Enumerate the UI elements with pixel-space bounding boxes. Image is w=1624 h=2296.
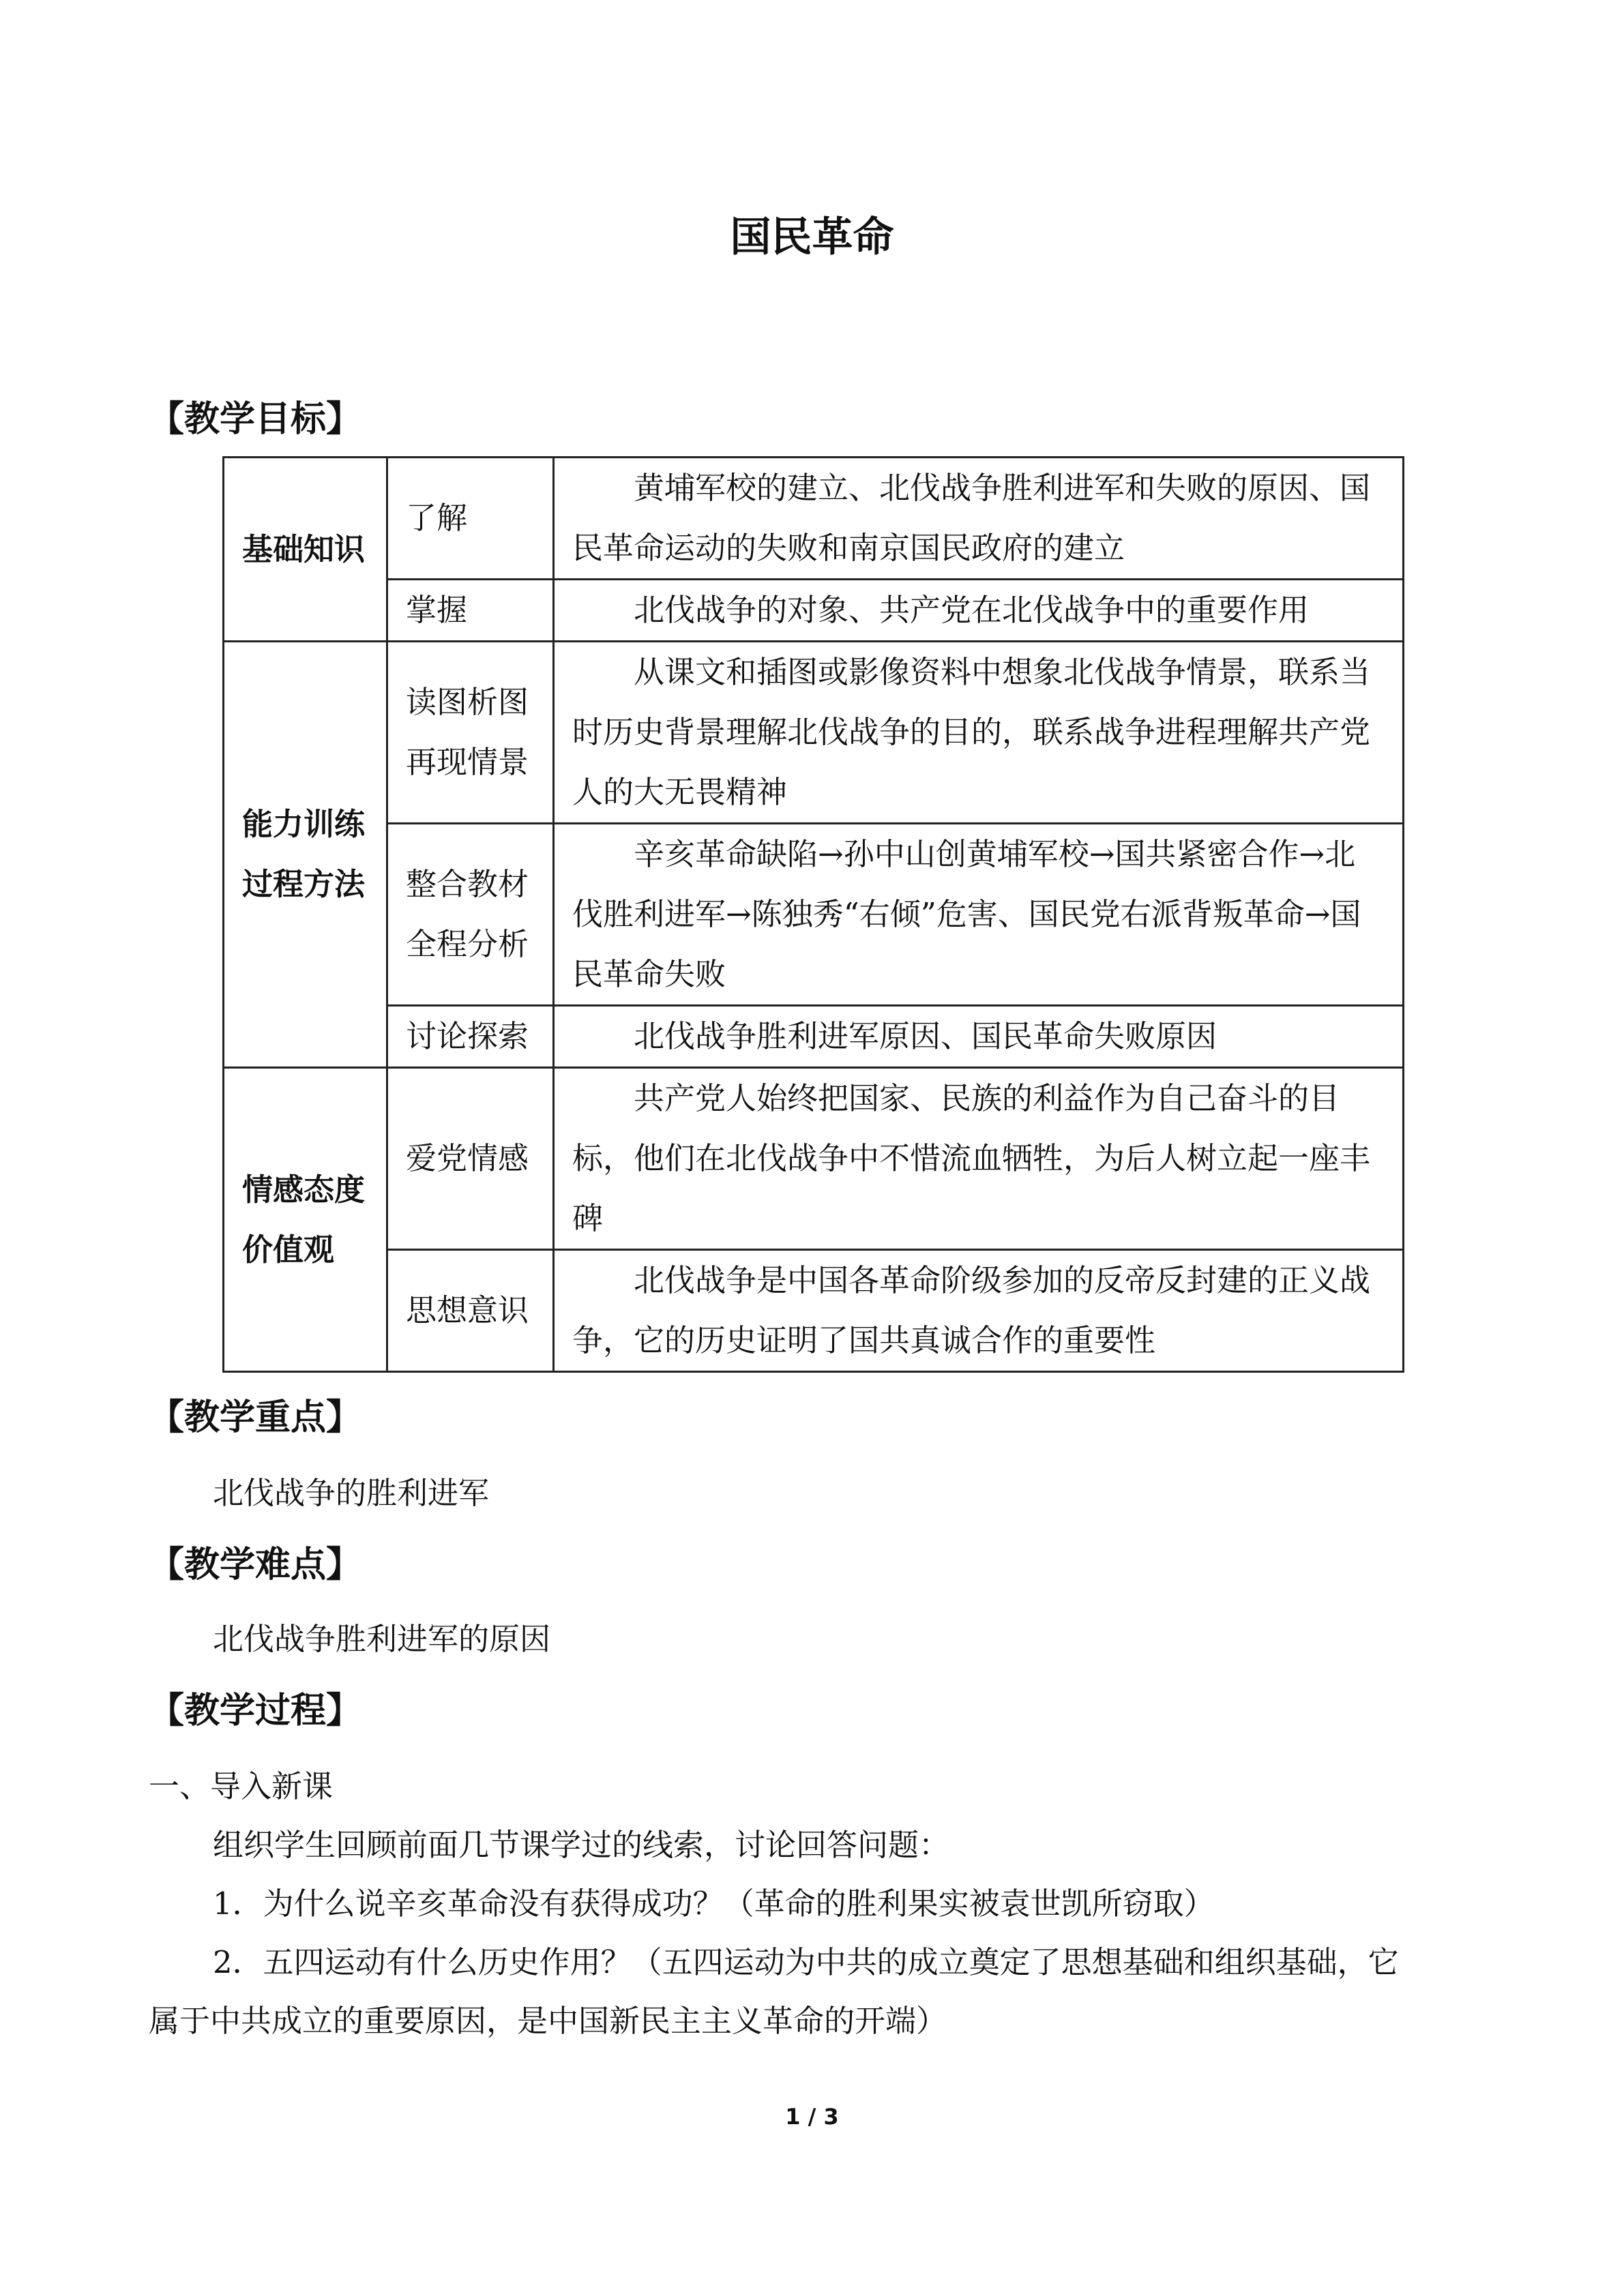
description-cell: 黄埔军校的建立、北伐战争胜利进军和失败的原因、国民革命运动的失败和南京国民政府的建立 [554, 458, 1404, 580]
difficulty-text: 北伐战争胜利进军的原因 [213, 1621, 551, 1657]
description-cell: 从课文和插图或影像资料中想象北伐战争情景，联系当时历史背景理解北伐战争的目的，联系战争进程理解共产党人的大无畏精神 [554, 642, 1404, 824]
category-cell: 基础知识 [224, 458, 387, 642]
table-row [224, 642, 1404, 824]
heading-difficulty: 【教学难点】 [149, 1545, 362, 1585]
page-title: 国民革命 [730, 213, 894, 261]
table-row [224, 580, 1404, 642]
process-question-2: 2．五四运动有什么历史作用？（五四运动为中共的成立奠定了思想基础和组织基础，它 [213, 1944, 1399, 1980]
category-cell: 情感态度价值观 [224, 1068, 387, 1372]
table-row [224, 458, 1404, 580]
subcategory-cell: 掌握 [387, 580, 554, 642]
table-row [224, 824, 1404, 1006]
description-cell: 北伐战争胜利进军原因、国民革命失败原因 [554, 1006, 1404, 1068]
subcategory-cell: 思想意识 [387, 1250, 554, 1372]
process-question-2-continued: 属于中共成立的重要原因，是中国新民主主义革命的开端） [149, 2003, 947, 2039]
description-cell: 北伐战争的对象、共产党在北伐战争中的重要作用 [554, 580, 1404, 642]
subcategory-cell: 了解 [387, 458, 554, 580]
process-question-1: 1．为什么说辛亥革命没有获得成功？（革命的胜利果实被袁世凯所窃取） [213, 1885, 1215, 1922]
subcategory-cell: 读图析图再现情景 [387, 642, 554, 824]
heading-objectives: 【教学目标】 [149, 399, 362, 440]
key-point-text: 北伐战争的胜利进军 [213, 1475, 490, 1511]
table-row [224, 1250, 1404, 1372]
heading-key-point: 【教学重点】 [149, 1397, 362, 1438]
table-row [224, 1068, 1404, 1250]
subcategory-cell: 讨论探索 [387, 1006, 554, 1068]
category-cell: 能力训练过程方法 [224, 642, 387, 1068]
process-step-intro-heading: 一、导入新课 [149, 1768, 334, 1804]
objectives-table [222, 456, 1404, 1373]
page-number: 1 / 3 [785, 2104, 839, 2130]
subcategory-cell: 爱党情感 [387, 1068, 554, 1250]
description-cell: 北伐战争是中国各革命阶级参加的反帝反封建的正义战争，它的历史证明了国共真诚合作的重要性 [554, 1250, 1404, 1372]
process-intro-text: 组织学生回顾前面几节课学过的线索，讨论回答问题： [213, 1827, 950, 1863]
description-cell: 共产党人始终把国家、民族的利益作为自己奋斗的目标，他们在北伐战争中不惜流血牺牲，为后人树立起一座丰碑 [554, 1068, 1404, 1250]
description-cell: 辛亥革命缺陷→孙中山创黄埔军校→国共紧密合作→北伐胜利进军→陈独秀“右倾”危害、国民党右派背叛革命→国民革命失败 [554, 824, 1404, 1006]
table-row [224, 1006, 1404, 1068]
subcategory-cell: 整合教材全程分析 [387, 824, 554, 1006]
heading-process: 【教学过程】 [149, 1690, 362, 1731]
